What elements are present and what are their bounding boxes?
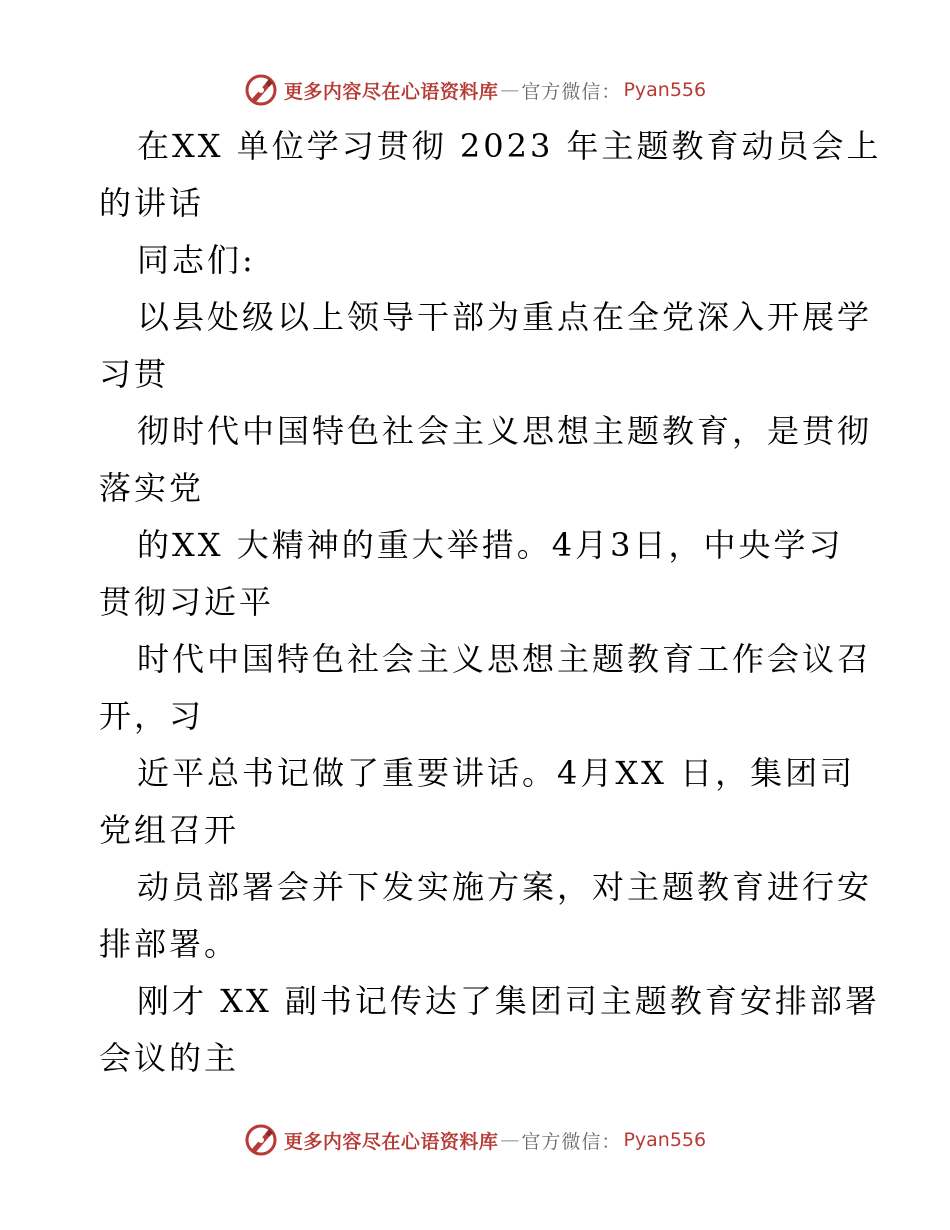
paragraph-line: 党组召开	[99, 811, 240, 849]
paragraph-line: 动员部署会并下发实施方案，对主题教育进行安	[137, 868, 873, 906]
banner-main-text: 更多内容尽在心语资料库	[283, 80, 499, 103]
paragraph-line: 以县处级以上领导干部为重点在全党深入开展学	[137, 298, 873, 336]
footer-watermark-banner	[0, 1120, 950, 1160]
paragraph-line: 刚才 XX 副书记传达了集团司主题教育安排部署	[137, 982, 880, 1020]
paragraph-line: 习贯	[99, 355, 170, 393]
banner-main-text: 更多内容尽在心语资料库	[283, 1130, 499, 1153]
paragraph-line: 落实党	[99, 469, 205, 507]
banner-wechat-label: 官方微信：	[521, 1130, 622, 1153]
banner-dash: —	[500, 79, 520, 101]
paragraph-line: 贯彻习近平	[99, 583, 275, 621]
paragraph-line: 会议的主	[99, 1039, 240, 1077]
paragraph-line: 近平总书记做了重要讲话。4月XX 日，集团司	[137, 754, 856, 792]
banner-wechat-id: Pyan556	[623, 79, 707, 101]
banner-dash: —	[500, 1129, 520, 1151]
salutation: 同志们:	[137, 241, 256, 279]
paragraph-line: 的XX 大精神的重大举措。4月3日，中央学习	[137, 526, 844, 564]
paragraph-line: 开，习	[99, 697, 205, 735]
pen-circle-logo-icon	[244, 73, 278, 107]
document-title-line-1: 在XX 单位学习贯彻 2023 年主题教育动员会上	[137, 127, 882, 165]
document-body	[99, 118, 882, 1087]
paragraph-line: 时代中国特色社会主义思想主题教育工作会议召	[137, 640, 873, 678]
paragraph-line: 排部署。	[99, 925, 240, 963]
banner-wechat-label: 官方微信：	[521, 80, 622, 103]
paragraph-line: 彻时代中国特色社会主义思想主题教育，是贯彻	[137, 412, 873, 450]
header-watermark-banner	[0, 70, 950, 110]
pen-circle-logo-icon	[244, 1123, 278, 1157]
banner-wechat-id: Pyan556	[623, 1129, 707, 1151]
document-title-line-2: 的讲话	[99, 184, 205, 222]
